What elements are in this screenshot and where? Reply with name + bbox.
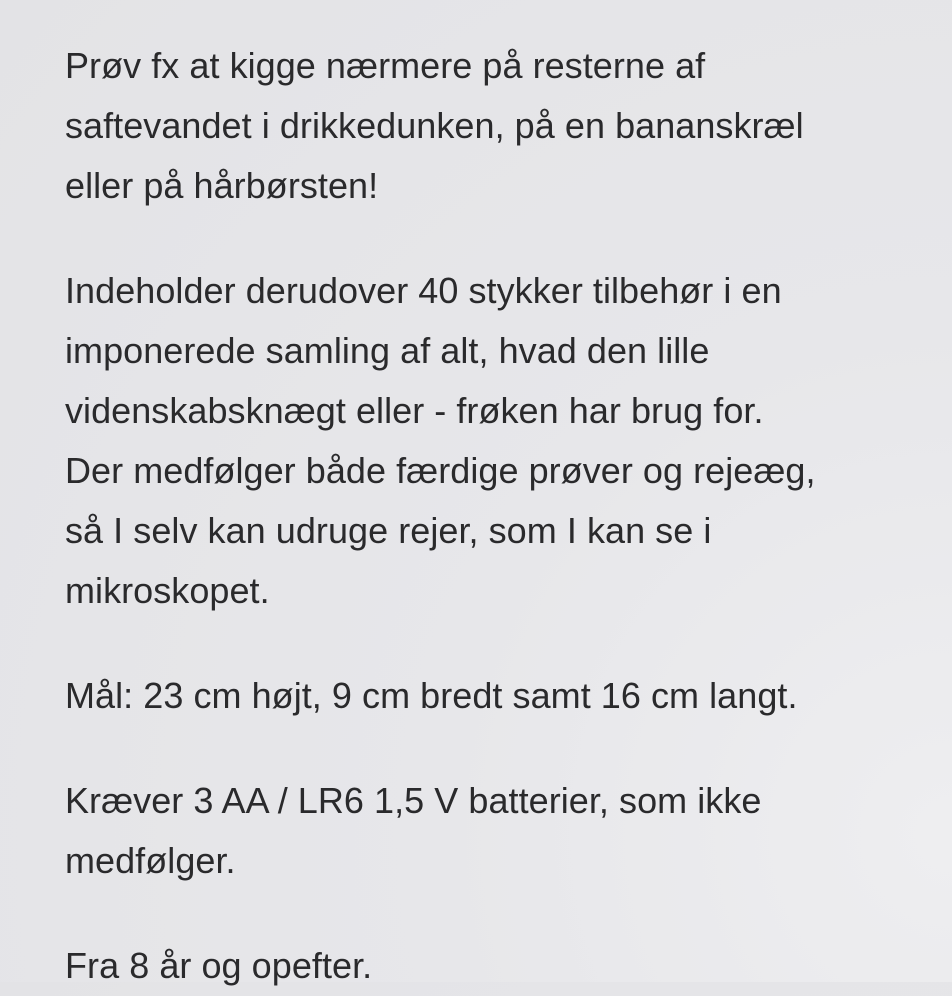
description-paragraph-age: Fra 8 år og opefter. — [65, 945, 373, 986]
description-paragraph-contents: Indeholder derudover 40 stykker tilbehør i en imponerede samling af alt, hvad den lille videnskabsknægt eller - frøken har brug for. Der medfølger både færdige prøver og rejeæg, så I selv kan udruge rejer, som I kan se i mikroskopet. — [65, 270, 816, 611]
product-description — [65, 36, 952, 996]
description-paragraph-batteries: Kræver 3 AA / LR6 1,5 V batterier, som ikke medfølger. — [65, 780, 762, 881]
description-paragraph-intro: Prøv fx at kigge nærmere på resterne af saftevandet i drikkedunken, på en bananskræl eller på hårbørsten! — [65, 45, 804, 206]
description-paragraph-dimensions: Mål: 23 cm højt, 9 cm bredt samt 16 cm langt. — [65, 675, 798, 716]
